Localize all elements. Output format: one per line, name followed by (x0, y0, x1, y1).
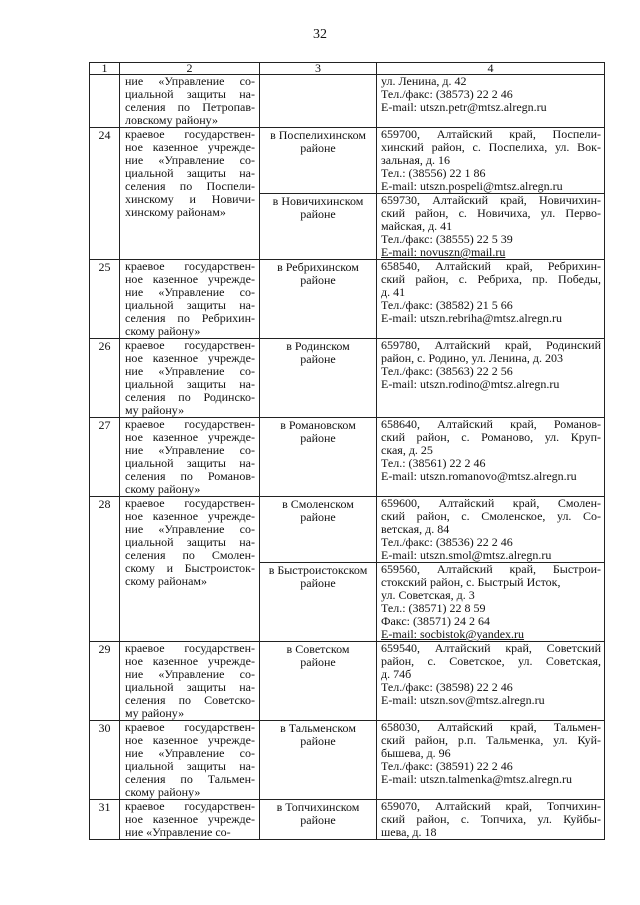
district-line: в Смоленском (282, 497, 354, 511)
institution-name-line: ное казенное учрежде- (125, 509, 255, 523)
address-line: ветская, д. 84 (381, 522, 450, 536)
address-line: 659540, Алтайский край, Советский (381, 641, 601, 655)
institution-name-line: скому районам» (125, 574, 208, 588)
district-cell (260, 75, 377, 128)
institution-name-line: ние «Управление со- (125, 74, 255, 88)
address-line: ский район, с. Романово, ул. Круп- (381, 430, 601, 444)
row-number: 28 (90, 497, 120, 642)
institution-name-line: краевое государствен- (125, 496, 255, 510)
institution-name-line: селения по Родинско- (125, 390, 255, 404)
institution-name-line: ние «Управление со- (125, 153, 255, 167)
address-line: шева, д. 18 (381, 825, 437, 839)
district-line: в Тальменском (280, 721, 356, 735)
institution-name-line: циальной защиты на- (125, 456, 255, 470)
district-line: районе (300, 510, 336, 524)
district-line: районе (300, 734, 336, 748)
table-row (90, 260, 605, 339)
address-line: 658640, Алтайский край, Романов- (381, 417, 601, 431)
institution-name-line: циальной защиты на- (125, 377, 255, 391)
institution-name-line: селения по Тальмен- (125, 772, 255, 786)
district-cell (260, 721, 377, 800)
header-cell: 1 (90, 63, 120, 75)
address-cell (377, 563, 605, 642)
institution-name-line: ние «Управление со- (125, 364, 255, 378)
institution-name-line: циальной защиты на- (125, 298, 255, 312)
district-line: в Топчихинском (276, 800, 360, 814)
district-line: районе (300, 207, 336, 221)
address-line: ский район, с. Топчиха, ул. Куйбы- (381, 812, 601, 826)
institution-name-cell (120, 800, 260, 840)
district-line: районе (300, 273, 336, 287)
address-line: д. 41 (381, 285, 406, 299)
address-line: Тел./факс: (38591) 22 2 46 (381, 759, 513, 773)
address-cell (377, 75, 605, 128)
row-number: 26 (90, 339, 120, 418)
institution-name-cell (120, 260, 260, 339)
district-line: районе (300, 352, 336, 366)
institution-name-line: ное казенное учрежде- (125, 654, 255, 668)
district-cell (260, 194, 377, 260)
address-line: Тел.: (38571) 22 8 59 (381, 601, 486, 615)
email-line: E-mail: utszn.pospeli@mtsz.alregn.ru (381, 179, 563, 193)
institution-name-cell (120, 75, 260, 128)
address-line: Тел./факс: (38582) 21 5 66 (381, 298, 513, 312)
district-line: в Поспелихинском (270, 128, 366, 142)
institution-name-line: краевое государствен- (125, 338, 255, 352)
institution-name-line: краевое государствен- (125, 127, 255, 141)
address-line: майская, д. 41 (381, 219, 453, 233)
address-line: район, с. Советское, ул. Советская, (381, 654, 601, 668)
district-line: в Новичихинском (272, 194, 364, 208)
address-line: ул. Ленина, д. 42 (381, 74, 467, 88)
address-cell (377, 128, 605, 194)
institution-name-line: циальной защиты на- (125, 535, 255, 549)
address-line: стокский район, с. Быстрый Исток, (381, 575, 561, 589)
institution-name-line: скому району» (125, 785, 201, 799)
address-line: Тел./факс: (38573) 22 2 46 (381, 87, 513, 101)
institution-name-line: краевое государствен- (125, 641, 255, 655)
table-row (90, 128, 605, 194)
district-line: районе (300, 431, 336, 445)
address-line: Тел./факс: (38598) 22 2 46 (381, 680, 513, 694)
institution-name-line: ние «Управление со- (125, 667, 255, 681)
institution-name-line: селения по Ребрихин- (125, 311, 255, 325)
institution-name-line: краевое государствен- (125, 799, 255, 813)
institution-name-line: ние «Управление со- (125, 285, 255, 299)
table-row (90, 497, 605, 563)
row-number: 25 (90, 260, 120, 339)
institution-name-line: му району» (125, 403, 185, 417)
address-line: Тел.: (38556) 22 1 86 (381, 166, 486, 180)
address-line: д. 74б (381, 667, 412, 681)
header-cell: 4 (377, 63, 605, 75)
email-line: E-mail: utszn.smol@mtsz.alregn.ru (381, 548, 552, 562)
institution-name-line: ное казенное учрежде- (125, 140, 255, 154)
address-cell (377, 800, 605, 840)
address-cell (377, 339, 605, 418)
institution-name-line: краевое государствен- (125, 720, 255, 734)
row-number: 27 (90, 418, 120, 497)
institution-name-line: скому району» (125, 324, 201, 338)
address-cell (377, 418, 605, 497)
table-row (90, 339, 605, 418)
address-line: 659780, Алтайский край, Родинский (381, 338, 601, 352)
email-line: E-mail: novuszn@mail.ru (381, 245, 506, 259)
district-line: в Родинском (286, 339, 350, 353)
institution-name-line: ное казенное учрежде- (125, 733, 255, 747)
email-line: E-mail: utszn.sov@mtsz.alregn.ru (381, 693, 545, 707)
address-cell (377, 642, 605, 721)
address-line: 658540, Алтайский край, Ребрихин- (381, 259, 601, 273)
address-line: 659600, Алтайский край, Смолен- (381, 496, 601, 510)
row-number: 31 (90, 800, 120, 840)
institution-name-line: ное казенное учрежде- (125, 430, 255, 444)
header-cell: 3 (260, 63, 377, 75)
address-line: 659700, Алтайский край, Поспели- (381, 127, 601, 141)
institution-name-line: селения по Советско- (125, 693, 255, 707)
institution-name-line: селения по Смолен- (125, 548, 255, 562)
district-line: районе (300, 576, 336, 590)
offices-table (89, 62, 605, 840)
institution-name-line: ное казенное учрежде- (125, 351, 255, 365)
institution-name-line: ловскому району» (125, 113, 218, 127)
address-line: Тел./факс: (38555) 22 5 39 (381, 232, 513, 246)
district-line: в Романовском (280, 418, 356, 432)
institution-name-line: циальной защиты на- (125, 680, 255, 694)
email-line: E-mail: utszn.petr@mtsz.alregn.ru (381, 100, 547, 114)
institution-name-line: циальной защиты на- (125, 759, 255, 773)
district-line: районе (300, 655, 336, 669)
email-line: E-mail: utszn.romanovo@mtsz.alregn.ru (381, 469, 577, 483)
institution-name-line: селения по Поспели- (125, 179, 255, 193)
email-line: E-mail: utszn.rodino@mtsz.alregn.ru (381, 377, 560, 391)
institution-name-line: му району» (125, 706, 185, 720)
institution-name-line: краевое государствен- (125, 417, 255, 431)
row-number: 29 (90, 642, 120, 721)
address-cell (377, 194, 605, 260)
district-cell (260, 563, 377, 642)
address-line: ул. Советская, д. 3 (381, 588, 475, 602)
address-line: ский район, с. Новичиха, ул. Перво- (381, 206, 601, 220)
district-cell (260, 339, 377, 418)
district-line: в Советском (286, 642, 350, 656)
institution-name-line: хинскому районам» (125, 205, 226, 219)
institution-name-line: скому и Быстроисток- (125, 561, 255, 575)
header-cell: 2 (120, 63, 260, 75)
institution-name-line: ние «Управление со- (125, 443, 255, 457)
table-row (90, 642, 605, 721)
institution-name-line: селения по Петропав- (125, 100, 255, 114)
institution-name-cell (120, 418, 260, 497)
table-row (90, 418, 605, 497)
address-line: Факс: (38571) 24 2 64 (381, 614, 490, 628)
institution-name-line: селения по Романов- (125, 469, 255, 483)
address-line: Тел./факс: (38563) 22 2 56 (381, 364, 513, 378)
district-line: в Ребрихинском (277, 260, 359, 274)
institution-name-cell (120, 497, 260, 642)
district-line: районе (300, 813, 336, 827)
institution-name-line: хинскому и Новичи- (125, 192, 255, 206)
address-line: Тел.: (38561) 22 2 46 (381, 456, 486, 470)
address-line: хинский район, с. Поспелиха, ул. Вок- (381, 140, 601, 154)
table-row (90, 800, 605, 840)
institution-name-line: ное казенное учрежде- (125, 812, 255, 826)
institution-name-line: ние «Управление со- (125, 825, 231, 839)
district-cell (260, 418, 377, 497)
address-cell (377, 260, 605, 339)
institution-name-cell (120, 642, 260, 721)
email-line: E-mail: utszn.talmenka@mtsz.alregn.ru (381, 772, 572, 786)
institution-name-line: ние «Управление со- (125, 522, 255, 536)
district-cell (260, 128, 377, 194)
address-line: 658030, Алтайский край, Тальмен- (381, 720, 601, 734)
address-cell (377, 497, 605, 563)
district-line: в Быстроистокском (268, 563, 368, 577)
table-header-row (90, 63, 605, 75)
institution-name-cell (120, 721, 260, 800)
address-line: ская, д. 25 (381, 443, 433, 457)
email-line: E-mail: socbistok@yandex.ru (381, 627, 525, 641)
district-line: районе (300, 141, 336, 155)
district-cell (260, 260, 377, 339)
address-line: Тел./факс: (38536) 22 2 46 (381, 535, 513, 549)
institution-name-cell (120, 339, 260, 418)
address-line: ский район, с. Ребриха, пр. Победы, (381, 272, 601, 286)
address-line: зальная, д. 16 (381, 153, 451, 167)
address-line: ский район, р.п. Тальменка, ул. Куй- (381, 733, 601, 747)
address-line: 659730, Алтайский край, Новичихин- (381, 193, 601, 207)
district-cell (260, 800, 377, 840)
district-cell (260, 642, 377, 721)
address-line: 659070, Алтайский край, Топчихин- (381, 799, 601, 813)
institution-name-line: скому району» (125, 482, 201, 496)
email-line: E-mail: utszn.rebriha@mtsz.alregn.ru (381, 311, 562, 325)
address-cell (377, 721, 605, 800)
address-line: бышева, д. 96 (381, 746, 451, 760)
address-line: 659560, Алтайский край, Быстрои- (381, 562, 601, 576)
district-cell (260, 497, 377, 563)
institution-name-line: циальной защиты на- (125, 87, 255, 101)
table-row (90, 721, 605, 800)
institution-name-line: краевое государствен- (125, 259, 255, 273)
row-number: 24 (90, 128, 120, 260)
address-line: район, с. Родино, ул. Ленина, д. 203 (381, 351, 564, 365)
page-number: 32 (313, 27, 327, 42)
institution-name-line: ное казенное учрежде- (125, 272, 255, 286)
row-number (90, 75, 120, 128)
table-row (90, 75, 605, 128)
institution-name-line: циальной защиты на- (125, 166, 255, 180)
institution-name-cell (120, 128, 260, 260)
institution-name-line: ние «Управление со- (125, 746, 255, 760)
row-number: 30 (90, 721, 120, 800)
address-line: ский район, с. Смоленское, ул. Со- (381, 509, 601, 523)
